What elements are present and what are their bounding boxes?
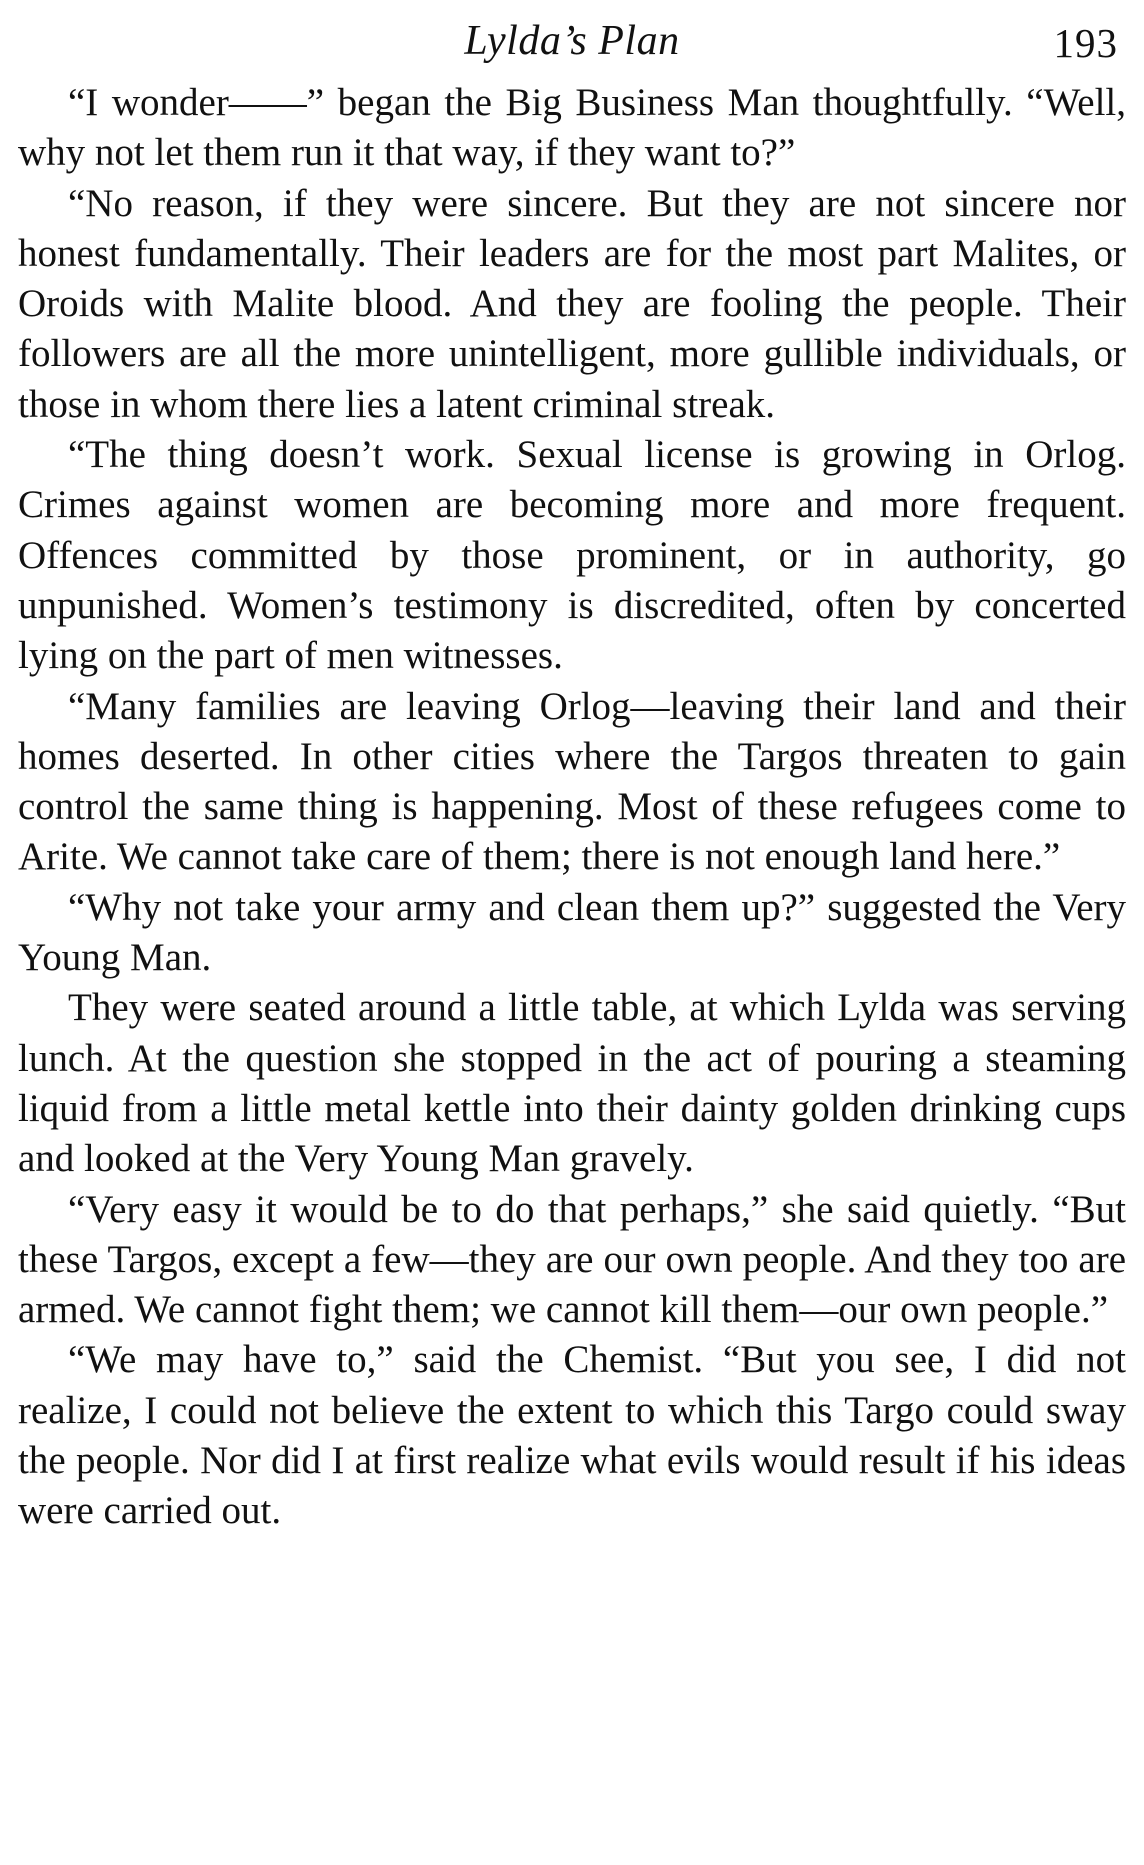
paragraph: “No reason, if they were sincere. But they are not sincere nor honest fundamentally. Their leaders are for the most part Malites, or Oroids with Malite blood. And they are fooling the people. Their followers are all the more unintelligent, more gullible individuals, or those in whom there lies a latent criminal streak. [18, 181, 1126, 426]
chapter-title: Lylda’s Plan [464, 18, 680, 64]
paragraph: “The thing doesn’t work. Sexual license is growing in Orlog. Crimes against women are becoming more and more frequent. Offences committed by those prominent, or in authority, go unpunished. Women’s testimony is discredited, often by concerted lying on the part of men witnesses. [18, 433, 1126, 678]
paragraph: They were seated around a little table, at which Lylda was serving lunch. At the question she stopped in the act of pouring a steaming liquid from a little metal kettle into their dainty golden drinking cups and looked at the Very Young Man gravely. [18, 986, 1126, 1181]
paragraph: “We may have to,” said the Chemist. “But you see, I did not realize, I could not believe the extent to which this Targo could sway the people. Nor did I at first realize what evils would result if his ideas were carried out. [18, 1338, 1126, 1533]
paragraph: “I wonder——” began the Big Business Man thoughtfully. “Well, why not let them run it that way, if they want to?” [18, 81, 1126, 175]
book-page [18, 14, 1126, 1852]
page-number: 193 [1053, 20, 1118, 66]
paragraph: “Very easy it would be to do that perhaps,” she said quietly. “But these Targos, except a few—they are our own people. And they too are armed. We cannot fight them; we cannot kill them—our own people.” [18, 1187, 1126, 1332]
body-text [18, 78, 1126, 1537]
running-header [18, 14, 1126, 72]
paragraph: “Why not take your army and clean them up?” suggested the Very Young Man. [18, 885, 1126, 980]
paragraph: “Many families are leaving Orlog—leaving their land and their homes deserted. In other cities where the Targos threaten to gain control the same thing is happening. Most of these refugees come to Arite. We cannot take care of them; there is not enough land here.” [18, 684, 1126, 879]
